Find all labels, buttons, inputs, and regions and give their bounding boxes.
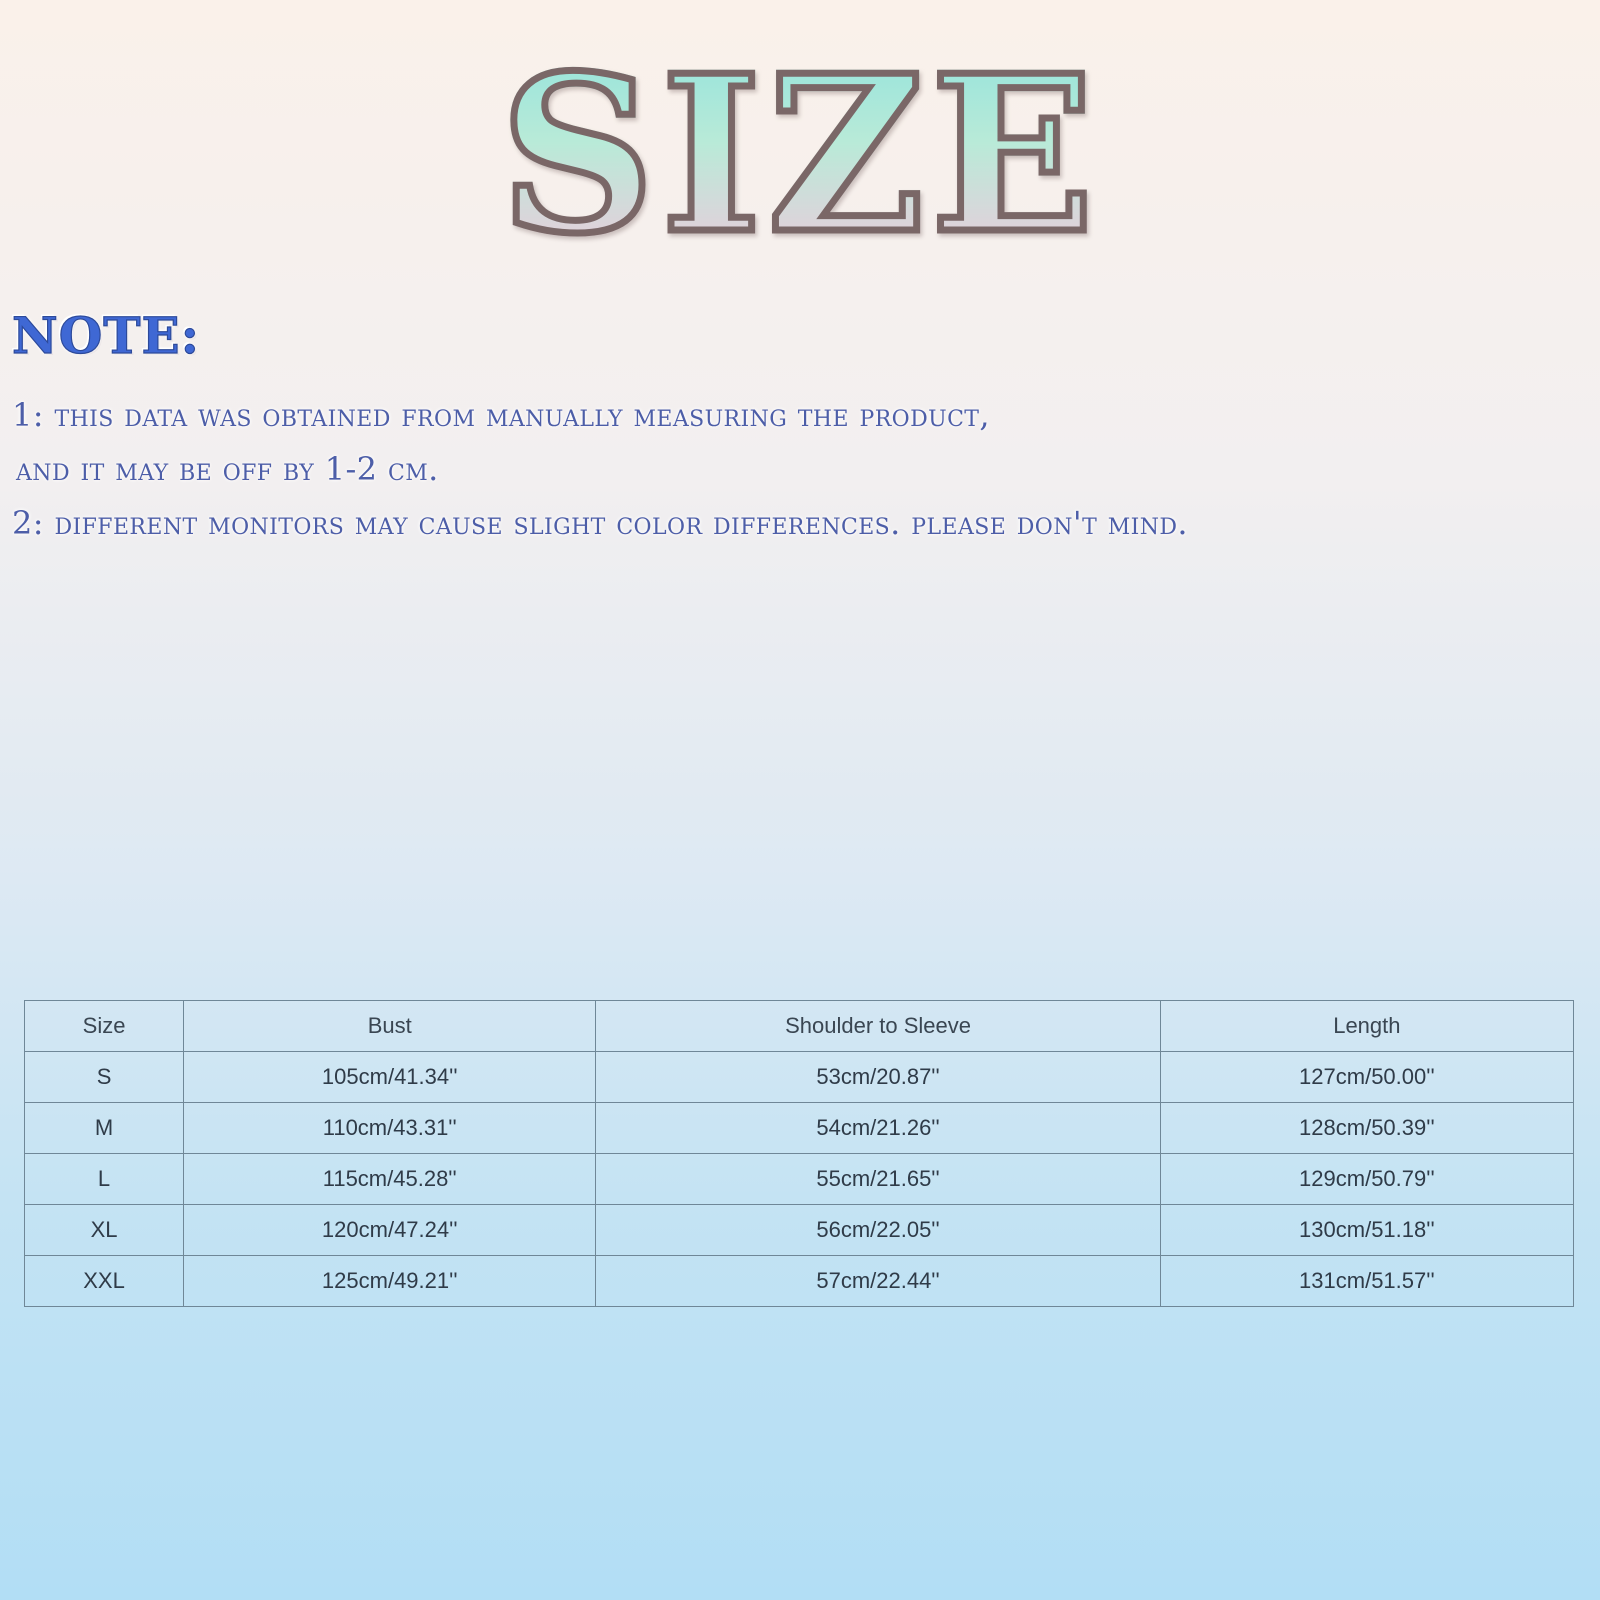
note-label: NOTE: [12,306,201,365]
cell-bust: 125cm/49.21'' [184,1256,596,1307]
header-shoulder-to-sleeve: Shoulder to Sleeve [596,1001,1160,1052]
table-row [25,1205,1574,1256]
table-row [25,1103,1574,1154]
cell-size: L [25,1154,184,1205]
cell-shoulder: 56cm/22.05'' [596,1205,1160,1256]
cell-size: XL [25,1205,184,1256]
note-line-1: 1: this data was obtained from manually measuring the product, [12,396,990,434]
cell-shoulder: 54cm/21.26'' [596,1103,1160,1154]
table-row [25,1154,1574,1205]
cell-size: XXL [25,1256,184,1307]
table-header-row [25,1001,1574,1052]
cell-bust: 120cm/47.24'' [184,1205,596,1256]
size-chart-table [24,1000,1574,1307]
note-text-block [12,388,1598,550]
cell-bust: 110cm/43.31'' [184,1103,596,1154]
note-line-3: 2: different monitors may cause slight color differences. please don't mind. [12,504,1188,542]
cell-length: 131cm/51.57'' [1160,1256,1573,1307]
header-size: Size [25,1001,184,1052]
cell-length: 129cm/50.79'' [1160,1154,1573,1205]
note-line-2: and it may be off by 1-2 cm. [16,450,439,488]
cell-length: 127cm/50.00'' [1160,1052,1573,1103]
cell-size: M [25,1103,184,1154]
cell-size: S [25,1052,184,1103]
table-row [25,1052,1574,1103]
cell-length: 130cm/51.18'' [1160,1205,1573,1256]
table-row [25,1256,1574,1307]
cell-length: 128cm/50.39'' [1160,1103,1573,1154]
page-title: SIZE [0,30,1600,280]
header-bust: Bust [184,1001,596,1052]
header-length: Length [1160,1001,1573,1052]
cell-bust: 105cm/41.34'' [184,1052,596,1103]
cell-shoulder: 55cm/21.65'' [596,1154,1160,1205]
cell-bust: 115cm/45.28'' [184,1154,596,1205]
cell-shoulder: 57cm/22.44'' [596,1256,1160,1307]
cell-shoulder: 53cm/20.87'' [596,1052,1160,1103]
